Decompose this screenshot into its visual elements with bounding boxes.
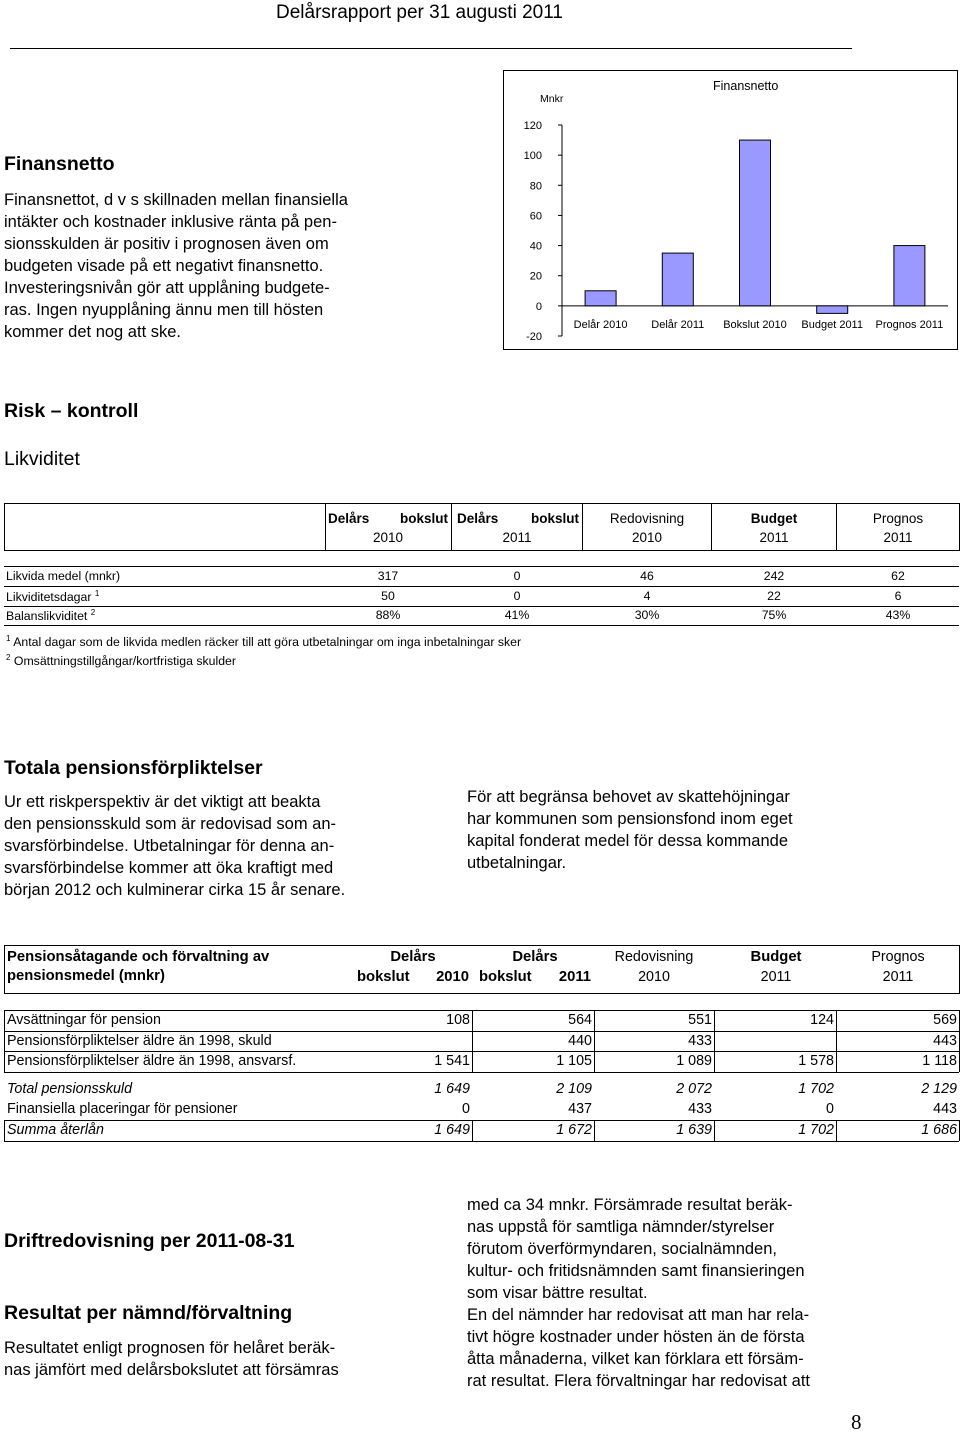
text-line: budgeten visade på ett negativt finansnetto. (4, 257, 324, 275)
y-tick-label: 120 (523, 120, 542, 132)
x-tick-label: Prognos 2011 (875, 318, 944, 331)
finansnetto-heading: Finansnetto (4, 153, 115, 175)
footnote: $^1$ Antal dagar som de likvida medlen räcker till att göra utbetalningar om inga inbetalningar sker (6, 634, 522, 650)
text-line: kultur- och fritidsnämnden samt finansieringen (467, 1262, 805, 1280)
col-header: Prognos (871, 949, 925, 965)
table-border (836, 1120, 837, 1141)
col-header-year: 2011 (759, 530, 789, 545)
table-cell: 43% (885, 608, 911, 622)
text-line: som visar bättre resultat. (467, 1284, 648, 1302)
table-border (836, 1010, 837, 1072)
table-border (714, 1010, 715, 1072)
row-label: Pensionsförpliktelser äldre än 1998, skuld (7, 1033, 272, 1049)
text-line: utbetalningar. (467, 854, 567, 872)
table-border (4, 503, 959, 504)
table-cell: 1 649 (434, 1081, 470, 1097)
table-cell: 0 (826, 1101, 834, 1117)
table-border (4, 625, 959, 626)
y-tick-label: 0 (535, 300, 542, 313)
table-cell: 0 (513, 569, 521, 583)
text-line: Investeringsnivån gör att upplåning budgete- (4, 279, 330, 297)
text-line: förutom överförmyndaren, socialnämnden, (467, 1240, 777, 1258)
table-cell: 1 702 (798, 1081, 834, 1097)
row-label: Pensionsförpliktelser äldre än 1998, ansvarsf. (7, 1053, 297, 1069)
table-cell: 108 (446, 1012, 470, 1028)
col-header: Budget (750, 949, 802, 965)
col-header-year: 2011 (883, 530, 913, 545)
text-line: En del nämnder har redovisat att man har rela- (467, 1306, 810, 1324)
table-cell: 551 (688, 1012, 712, 1028)
table-cell: 62 (891, 569, 905, 583)
col-header: 2011 (882, 969, 914, 985)
table-cell: 4 (643, 589, 651, 603)
table-border (4, 1031, 959, 1032)
chart-bar (894, 246, 925, 306)
table-border (4, 550, 959, 551)
table-cell: 2 109 (556, 1081, 592, 1097)
col-header: 2011 (760, 969, 792, 985)
y-tick-label: 40 (529, 240, 542, 253)
table-cell: 22 (767, 589, 781, 603)
table-cell: 1 541 (434, 1053, 470, 1069)
text-line: den pensionsskuld som är redovisad som an- (4, 815, 337, 833)
chart-bar (662, 253, 693, 306)
page-header-title: Delårsrapport per 31 augusti 2011 (276, 2, 563, 23)
likviditet-heading: Likviditet (4, 448, 80, 470)
table-cell: 433 (688, 1101, 712, 1117)
table-cell: 6 (894, 589, 902, 603)
col-header: Redovisning (614, 949, 694, 965)
col-header: Delårs (390, 949, 436, 965)
row-label: Likviditetsdagar $^1$ (6, 589, 100, 605)
text-line: början 2012 och kulminerar cirka 15 år senare. (4, 881, 346, 899)
text-line: svarsförbindelse kommer att öka kraftigt med (4, 859, 334, 877)
col-header: Delårs bokslut (457, 511, 579, 526)
text-line: sionsskulden är positiv i prognosen även om (4, 235, 329, 253)
col-header: 2010 (638, 969, 670, 985)
table-cell: 1 639 (676, 1122, 712, 1138)
table-border (4, 1120, 959, 1121)
text-line: rat resultat. Flera förvaltningar har redovisat att (467, 1372, 810, 1390)
table-cell: 242 (763, 569, 785, 583)
table-cell: 564 (568, 1012, 592, 1028)
table-cell: 440 (568, 1033, 592, 1049)
table-border (4, 1010, 959, 1011)
col-header: Budget (750, 511, 798, 526)
footnote: $^2$ Omsättningstillgångar/kortfristiga skulder (6, 653, 236, 669)
y-axis-label: Mnkr (540, 93, 564, 105)
chart-title: Finansnetto (713, 79, 779, 93)
text-line: För att begränsa behovet av skattehöjningar (467, 788, 790, 806)
header-rule (10, 48, 852, 49)
text-line: svarsförbindelse. Utbetalningar för denna an- (4, 837, 335, 855)
row-label: Total pensionsskuld (7, 1081, 133, 1097)
table-border (4, 606, 959, 607)
col-header: Prognos (872, 511, 924, 526)
table-cell: 1 118 (922, 1053, 957, 1069)
table-cell: 1 702 (798, 1122, 834, 1138)
col-header: bokslut 2011 (479, 969, 591, 985)
row-label: Likvida medel (mnkr) (6, 569, 121, 583)
y-tick-label: 60 (529, 210, 542, 223)
text-line: kommer det nog att ske. (4, 323, 181, 341)
table-cell: 1 578 (798, 1053, 834, 1069)
y-tick-label: 20 (529, 270, 542, 283)
y-tick-label: -20 (526, 331, 542, 343)
text-line: nas uppstå för samtliga nämnder/styrelser (467, 1218, 775, 1236)
text-line: Ur ett riskperspektiv är det viktigt att beakta (4, 793, 321, 811)
finansnetto-chart (503, 70, 958, 350)
drift-heading: Driftredovisning per 2011-08-31 (4, 1230, 295, 1252)
table-border (714, 1120, 715, 1141)
table-border (4, 993, 959, 994)
table-border (4, 1010, 5, 1072)
row-label: Summa återlån (7, 1122, 104, 1138)
col-header-year: 2011 (502, 530, 532, 545)
text-line: åtta månaderna, vilket kan förklara ett försäm- (467, 1350, 804, 1368)
resultat-heading: Resultat per nämnd/förvaltning (4, 1302, 293, 1324)
text-line: Finansnettot, d v s skillnaden mellan finansiella (4, 191, 348, 209)
col-header-year: 2010 (372, 530, 404, 545)
table-cell: 88% (375, 608, 401, 622)
table-cell: 443 (933, 1101, 957, 1117)
table-border (472, 1120, 473, 1141)
table-cell: 50 (381, 589, 395, 603)
table-border (4, 566, 959, 567)
text-line: intäkter och kostnader inklusive ränta på pen- (4, 213, 337, 231)
text-line: nas jämfört med delårsbokslutet att försämras (4, 1361, 339, 1379)
chart-bar (817, 306, 848, 314)
drift-paragraph-left (4, 1337, 339, 1381)
table-cell: 433 (688, 1033, 712, 1049)
table-border (4, 945, 5, 994)
table-border (472, 1010, 473, 1072)
table-cell: 1 686 (921, 1122, 957, 1138)
col-header-year: 2010 (631, 530, 663, 545)
x-tick-label: Bokslut 2010 (723, 318, 787, 331)
table-cell: 30% (634, 608, 660, 622)
x-tick-label: Budget 2011 (801, 318, 863, 331)
chart-bar (740, 140, 771, 306)
table-cell: 124 (810, 1012, 834, 1028)
table-cell: 2 072 (676, 1081, 712, 1097)
col-header: bokslut 2010 (357, 969, 469, 985)
col-header: Delårs (512, 949, 558, 965)
table-border (4, 503, 5, 551)
pension-table-title: Pensionsåtagande och förvaltning av pensionsmedel (mnkr) (7, 949, 270, 984)
table-cell: 41% (504, 608, 530, 622)
table-cell: 1 105 (556, 1053, 592, 1069)
table-cell: 75% (761, 608, 787, 622)
finansnetto-paragraph (4, 189, 348, 343)
pension-paragraph-left (4, 791, 345, 901)
table-border (4, 586, 959, 587)
table-border (4, 1141, 959, 1142)
risk-heading: Risk – kontroll (4, 400, 139, 422)
row-label: Avsättningar för pension (7, 1012, 161, 1028)
table-border (4, 1120, 5, 1141)
text-line: ras. Ingen nyupplåning ännu men till hösten (4, 301, 324, 319)
pension-paragraph-right (467, 786, 793, 874)
x-tick-label: Delår 2011 (651, 318, 705, 331)
table-cell: 0 (513, 589, 521, 603)
text-line: har kommunen som pensionsfond inom eget (467, 810, 793, 828)
table-cell: 443 (933, 1033, 957, 1049)
pension-heading: Totala pensionsförpliktelser (4, 757, 263, 779)
table-border (4, 945, 959, 946)
y-tick-label: 80 (529, 180, 542, 193)
row-label: Finansiella placeringar för pensioner (7, 1101, 238, 1117)
table-cell: 2 129 (921, 1081, 957, 1097)
chart-bar (585, 291, 616, 306)
table-cell: 46 (640, 569, 654, 583)
col-header: Redovisning (609, 511, 685, 526)
table-cell: 1 089 (676, 1053, 712, 1069)
text-line: kapital fonderat medel för dessa kommande (467, 832, 789, 850)
x-tick-label: Delår 2010 (573, 318, 628, 331)
table-cell: 1 649 (434, 1122, 470, 1138)
table-cell: 437 (568, 1101, 592, 1117)
table-cell: 1 672 (556, 1122, 592, 1138)
table-border (4, 1072, 959, 1073)
col-header: Delårs bokslut (328, 511, 448, 526)
text-line: med ca 34 mnkr. Försämrade resultat beräk- (467, 1196, 793, 1214)
text-line: Resultatet enligt prognosen för helåret beräk- (4, 1339, 336, 1357)
row-label: Balanslikviditet $^2$ (6, 608, 96, 624)
page-number: 8 (851, 1410, 862, 1434)
table-border (4, 1051, 959, 1052)
table-cell: 569 (933, 1012, 957, 1028)
table-cell: 0 (462, 1101, 470, 1117)
drift-paragraph-right (467, 1194, 810, 1392)
y-tick-label: 100 (523, 150, 542, 163)
text-line: tivt högre kostnader under hösten än de första (467, 1328, 805, 1346)
table-cell: 317 (377, 569, 399, 583)
